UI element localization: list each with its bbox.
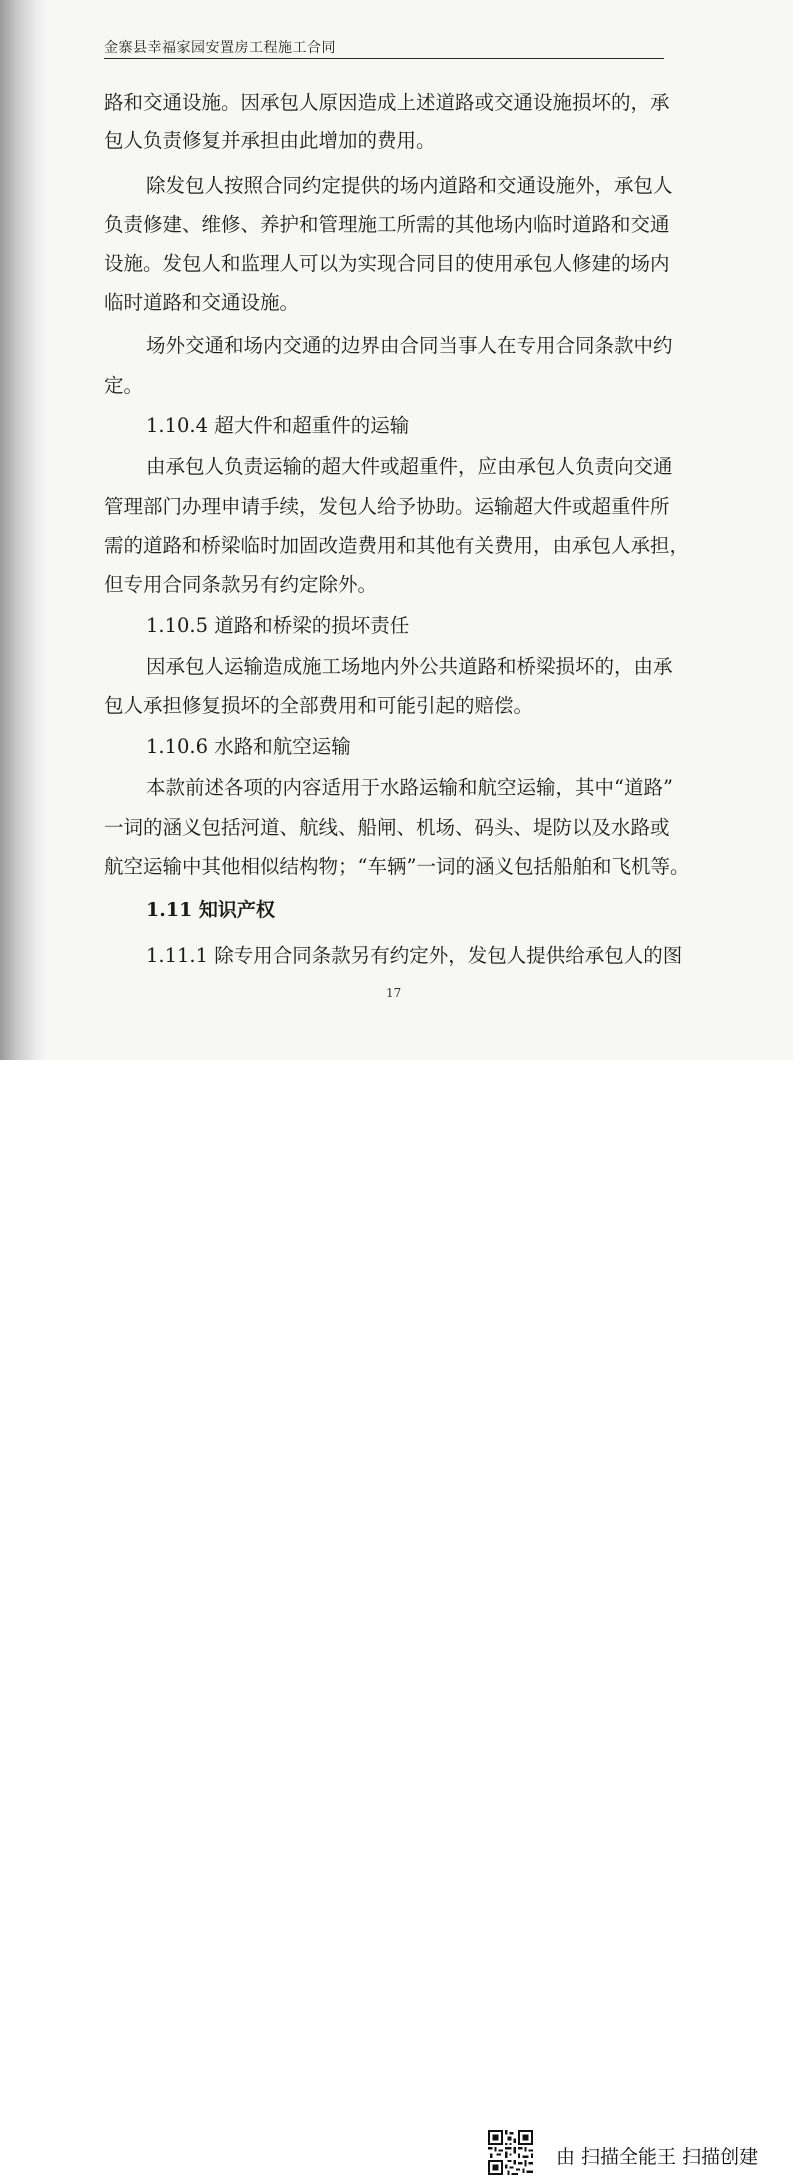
- body-line: 场外交通和场内交通的边界由合同当事人在专用合同条款中约: [146, 334, 673, 357]
- body-line: 路和交通设施。因承包人原因造成上述道路或交通设施损坏的，承: [104, 91, 670, 114]
- body-line: 需的道路和桥梁临时加固改造费用和其他有关费用，由承包人承担，: [104, 534, 690, 557]
- clause-heading: 1.10.5 道路和桥梁的损坏责任: [146, 614, 410, 637]
- body-line: 本款前述各项的内容适用于水路运输和航空运输，其中“道路”: [146, 776, 673, 799]
- body-line: 1.11.1 除专用合同条款另有约定外，发包人提供给承包人的图: [146, 944, 683, 967]
- body-line: 包人承担修复损坏的全部费用和可能引起的赔偿。: [104, 694, 534, 717]
- body-line: 定。: [104, 374, 144, 397]
- body-line: 因承包人运输造成施工场地内外公共道路和桥梁损坏的，由承: [146, 655, 673, 678]
- clause-heading: 1.10.6 水路和航空运输: [146, 735, 351, 758]
- section-heading: 1.11 知识产权: [146, 899, 275, 921]
- body-line: 设施。发包人和监理人可以为实现合同目的使用承包人修建的场内: [104, 252, 670, 275]
- document-page: [0, 0, 793, 1060]
- header-rule: [104, 58, 664, 59]
- qr-code-icon: [488, 2130, 533, 2175]
- scan-edge-shadow: [0, 0, 48, 1060]
- scanner-watermark-bar: [0, 1060, 793, 2168]
- page-header-title: 金寨县幸福家园安置房工程施工合同: [104, 40, 336, 56]
- clause-heading: 1.10.4 超大件和超重件的运输: [146, 414, 410, 437]
- watermark-label: 由 扫描全能王 扫描创建: [556, 2146, 759, 2168]
- body-line: 临时道路和交通设施。: [104, 291, 300, 314]
- body-line: 一词的涵义包括河道、航线、船闸、机场、码头、堤防以及水路或: [104, 816, 670, 839]
- body-line: 航空运输中其他相似结构物；“车辆”一词的涵义包括船舶和飞机等。: [104, 855, 690, 878]
- body-line: 负责修建、维修、养护和管理施工所需的其他场内临时道路和交通: [104, 213, 670, 236]
- body-line: 由承包人负责运输的超大件或超重件，应由承包人负责向交通: [146, 455, 673, 478]
- page-number: 17: [386, 986, 402, 1000]
- body-line: 除发包人按照合同约定提供的场内道路和交通设施外，承包人: [146, 174, 673, 197]
- body-line: 包人负责修复并承担由此增加的费用。: [104, 129, 436, 152]
- body-line: 但专用合同条款另有约定除外。: [104, 573, 378, 596]
- body-line: 管理部门办理申请手续，发包人给予协助。运输超大件或超重件所: [104, 495, 670, 518]
